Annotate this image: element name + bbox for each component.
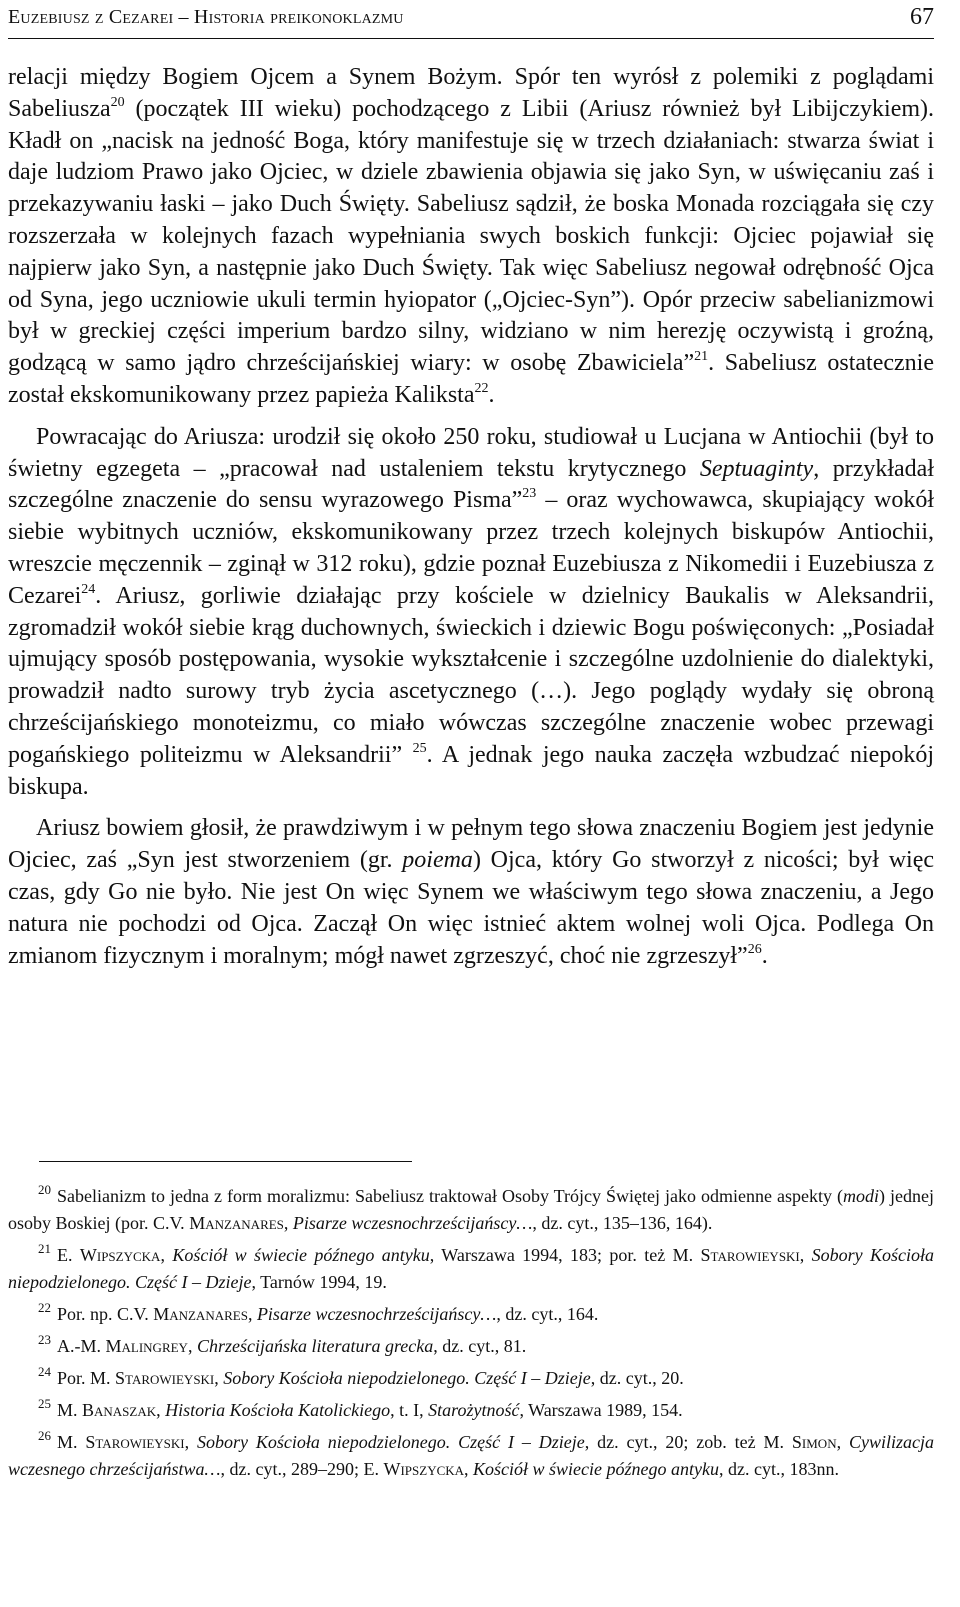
author-name: Malingrey (105, 1336, 188, 1356)
footnote-25 (8, 1397, 934, 1424)
book-title: Chrześcijańska literatura grecka (196, 1336, 434, 1356)
text-run: E. (57, 1245, 80, 1265)
text-run: M. (57, 1400, 83, 1420)
text-run: , dz. cyt., 289–290; E. (220, 1459, 384, 1479)
footnote-number: 23 (38, 1332, 51, 1347)
paragraph-3 (8, 813, 934, 972)
footnote-ref-23[interactable]: 23 (522, 486, 537, 502)
text-run: , (464, 1459, 474, 1479)
book-title: Cywilizacja wczesnego chrześcijaństwa… (8, 1432, 934, 1479)
text-run: Ariusz bowiem głosił, że prawdziwym i w pełnym tego słowa znaczeniu Bogiem jest jedynie Ojciec, zaś „Syn jest stworzeniem (gr. (8, 815, 934, 874)
text-run: , (160, 1245, 173, 1265)
text-run: , dz. cyt., 135–136, 164). (532, 1213, 713, 1233)
book-title: Pisarze wczesnochrześcijańscy… (292, 1213, 533, 1233)
author-name: Starowieyski (85, 1432, 185, 1452)
text-run: (początek III wieku) pochodzącego z Libii (Ariusz również był Libijczykiem). Kładł on „nacisk na jedność Boga, który manifestuje się w trzech działaniach: stwarza świat i daje ludziom Prawo jako Ojciec, w dziele zbawienia objawia się jako Syn, w uświęcaniu zaś i przekazywaniu łaski – jako Duch Święty. Sabeliusz sądził, że boska Monada rozciągała się czy rozszerzała w kolejnych fazach wypełniania swych boskich funkcji: Ojciec pojawiał się najpierw jako Syn, a następnie jako Duch Święty. Tak więc Sabeliusz negował odrębność Ojca od Syna, jego uczniowie ukuli termin hyiopator („Ojciec-Syn”). Opór przeciw sabelianizmowi był w greckiej części imperium bardzo silny, widziano w nim herezję oczywistą i groźną, godzącą w samo jądro chrześcijańskiej wiary: w osobę Zbawiciela” (8, 95, 934, 377)
book-title: Pisarze wczesnochrześcijańscy… (256, 1304, 497, 1324)
paragraph-2 (8, 422, 934, 804)
footnote-number: 26 (38, 1428, 51, 1443)
footnote-26 (8, 1429, 934, 1483)
text-run: , dz. cyt., 164. (496, 1304, 599, 1324)
text-run: ) jednej osoby Boskiej (por. C.V. (8, 1186, 934, 1233)
italic-term: Septuaginty (699, 455, 814, 482)
footnote-separator (39, 1161, 412, 1162)
text-run: , dz. cyt., 81. (433, 1336, 527, 1356)
text-run: , (187, 1336, 197, 1356)
author-name: Manzanares (189, 1213, 284, 1233)
book-title: Kościół w świecie późnego antyku (473, 1459, 719, 1479)
text-run: A.-M. (57, 1336, 106, 1356)
text-run: , dz. cyt., 20; zob. też M. (584, 1432, 792, 1452)
text-run: relacji między Bogiem Ojcem a Synem Bożym. Spór ten wyrósł z polemiki z poglądami Sabeliusza (8, 64, 934, 122)
text-run: , przykładał szczególne znaczenie do sensu wyrazowego Pisma” (8, 455, 934, 514)
text-run: , Warszawa 1994, 183; por. też M. (429, 1245, 701, 1265)
footnote-ref-20[interactable]: 20 (110, 94, 125, 110)
text-run: . Sabeliusz ostatecznie został ekskomunikowany przez papieża Kaliksta (8, 350, 934, 408)
text-run: . Ariusz, gorliwie działając przy kościele w dzielnicy Baukalis w Aleksandrii, zgromadził wokół siebie krąg duchownych, świeckich i dziewic Bogu poświęconych: „Posiadał ujmujący sposób postępowania, wysokie wykształcenie i szczególne uzdolnienie do dialektyki, prowadził nadto surowy tryb życia ascetycznego (…). Jego poglądy wydały się obroną chrześcijańskiego monoteizmu, co miało wówczas szczególne znaczenie wobec przewagi pogańskiego politeizmu w Aleksandrii” (8, 582, 934, 768)
footnote-22 (8, 1301, 934, 1328)
text-run: M. (57, 1432, 86, 1452)
footnote-number: 21 (38, 1241, 51, 1256)
footnote-20 (8, 1183, 934, 1237)
running-header (8, 2, 934, 39)
text-run: Por. np. C.V. (57, 1304, 154, 1324)
author-name: Starowieyski (700, 1245, 800, 1265)
text-run: , t. I, (390, 1400, 429, 1420)
text-run: , Tarnów 1994, 19. (251, 1272, 387, 1292)
text-run: , (799, 1245, 812, 1265)
footnote-21 (8, 1242, 934, 1296)
footnote-ref-21[interactable]: 21 (694, 349, 709, 365)
footnotes (8, 1183, 934, 1488)
text-run: , dz. cyt., 20. (590, 1368, 684, 1388)
footnote-number: 25 (38, 1396, 51, 1411)
book-title: Starożytność (428, 1400, 520, 1420)
footnote-ref-26[interactable]: 26 (747, 941, 762, 957)
author-name: Starowieyski (115, 1368, 215, 1388)
book-title: Kościół w świecie późnego antyku (172, 1245, 430, 1265)
footnote-number: 20 (38, 1182, 51, 1197)
text-run: , Warszawa 1989, 154. (519, 1400, 683, 1420)
text-run: , dz. cyt., 183nn. (719, 1459, 839, 1479)
author-name: Wipszycka (383, 1459, 465, 1479)
text-run: , (184, 1432, 198, 1452)
text-run: . (761, 942, 768, 969)
book-title: Sobory Kościoła niepodzielonego. Część I – Dzieje (8, 1245, 935, 1292)
text-run: , (156, 1400, 166, 1420)
footnote-ref-24[interactable]: 24 (81, 581, 96, 597)
book-title: Sobory Kościoła niepodzielonego. Część I – Dzieje (197, 1432, 585, 1452)
text-run: , (283, 1213, 293, 1233)
footnote-number: 22 (38, 1300, 51, 1315)
italic-term: modi (843, 1186, 879, 1206)
footnote-24 (8, 1365, 934, 1392)
text-run: , (214, 1368, 224, 1388)
paragraph-1 (8, 62, 934, 412)
text-run: Sabelianizm to jedna z form moralizmu: Sabeliusz traktował Osoby Trójcy Świętej jako odmienne aspekty ( (57, 1186, 843, 1206)
book-title: Historia Kościoła Katolickiego (165, 1400, 391, 1420)
text-run: Powracając do Ariusza: urodził się około 250 roku, studiował u Lucjana w Antiochii (był to świetny egzegeta – „pracował nad ustaleniem tekstu krytycznego (8, 423, 934, 482)
author-name: Simon (791, 1432, 837, 1452)
text-run: ) Ojca, który Go stworzył z nicości; był więc czas, gdy Go nie było. Nie jest On więc Synem we właściwym tego słowa znaczeniu, a Jego natura nie pochodzi od Ojca. Zaczął On więc istnieć aktem wolnej woli Ojca. Podlega On zmianom fizycznym i moralnym; mógł nawet zgrzeszyć, choć nie zgrzeszył” (8, 847, 935, 969)
text-run: , (247, 1304, 257, 1324)
text-run: . A jednak jego nauka zaczęła wzbudzać niepokój biskupa. (8, 741, 935, 800)
italic-term: poiema (402, 847, 473, 874)
footnote-23 (8, 1333, 934, 1360)
author-name: Banaszak (82, 1400, 157, 1420)
footnote-ref-25[interactable]: 25 (412, 740, 427, 756)
body-text (8, 62, 934, 972)
text-run: Por. M. (57, 1368, 116, 1388)
book-title: Sobory Kościoła niepodzielonego. Część I – Dzieje (223, 1368, 591, 1388)
footnote-number: 24 (38, 1364, 51, 1379)
author-name: Wipszycka (79, 1245, 161, 1265)
running-title: Euzebiusz z Cezarei – Historia preikonoklazmu (8, 6, 404, 28)
author-name: Manzanares (153, 1304, 248, 1324)
footnote-ref-22[interactable]: 22 (474, 380, 489, 396)
text-run: , (836, 1432, 849, 1452)
page-number: 67 (910, 4, 934, 30)
text-run: . (488, 381, 495, 408)
text-run: – oraz wychowawca, skupiający wokół siebie wybitnych uczniów, ekskomunikowany przez trzech kolejnych biskupów Antiochii, wreszcie męczennik – zginął w 312 roku), gdzie poznał Euzebiusza z Nikomedii i Euzebiusza z Cezarei (8, 487, 934, 609)
